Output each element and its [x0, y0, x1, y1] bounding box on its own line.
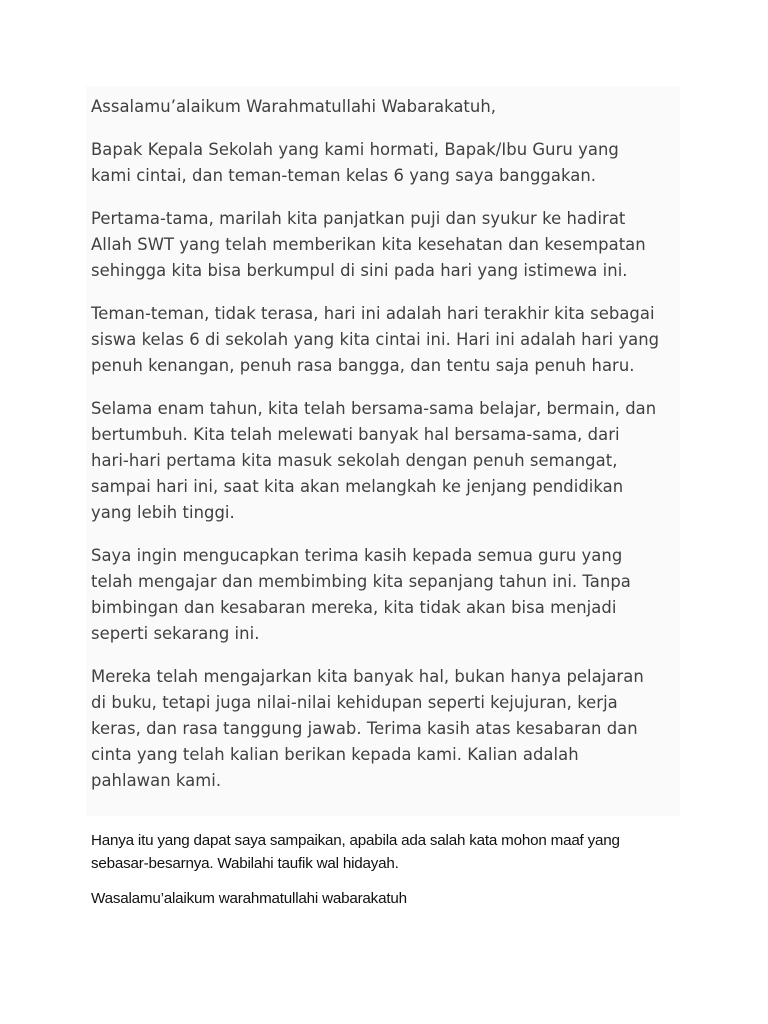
- address-paragraph: Bapak Kepala Sekolah yang kami hormati, Bapak/Ibu Guru yang kami cintai, dan teman-teman kelas 6 yang saya banggakan.: [91, 140, 619, 185]
- last-day-paragraph: Teman-teman, tidak terasa, hari ini adalah hari terakhir kita sebagai siswa kelas 6 di sekolah yang kita cintai ini. Hari ini adalah hari yang penuh kenangan, penuh rasa bangga, dan tentu saja penuh haru.: [91, 304, 660, 375]
- closing-apology-paragraph: Hanya itu yang dapat saya sampaikan, apabila ada salah kata mohon maaf yang sebasar-besarnya. Wabilahi taufik wal hidayah.: [91, 832, 620, 872]
- speech-body: [91, 94, 681, 811]
- greeting-paragraph: Assalamu’alaikum Warahmatullahi Wabarakatuh,: [91, 97, 497, 116]
- six-years-paragraph: Selama enam tahun, kita telah bersama-sama belajar, bermain, dan bertumbuh. Kita telah melewati banyak hal bersama-sama, dari hari-hari pertama kita masuk sekolah dengan penuh semangat, sampai hari ini, saat kita akan melangkah ke jenjang pendidikan yang lebih tinggi.: [91, 399, 657, 522]
- thanks-teachers-paragraph: Saya ingin mengucapkan terima kasih kepada semua guru yang telah mengajar dan membimbing kita sepanjang tahun ini. Tanpa bimbingan dan kesabaran mereka, kita tidak akan bisa menjadi seperti sekarang ini.: [91, 546, 631, 643]
- gratitude-paragraph: Pertama-tama, marilah kita panjatkan puji dan syukur ke hadirat Allah SWT yang telah memberikan kita kesehatan dan kesempatan sehingga kita bisa berkumpul di sini pada hari yang istimewa ini.: [91, 209, 646, 280]
- closing-salutation: Wasalamu’alaikum warahmatullahi wabarakatuh: [91, 890, 407, 907]
- values-paragraph: Mereka telah mengajarkan kita banyak hal, bukan hanya pelajaran di buku, tetapi juga nilai-nilai kehidupan seperti kejujuran, kerja keras, dan rasa tanggung jawab. Terima kasih atas kesabaran dan cinta yang telah kalian berikan kepada kami. Kalian adalah pahlawan kami.: [91, 667, 644, 790]
